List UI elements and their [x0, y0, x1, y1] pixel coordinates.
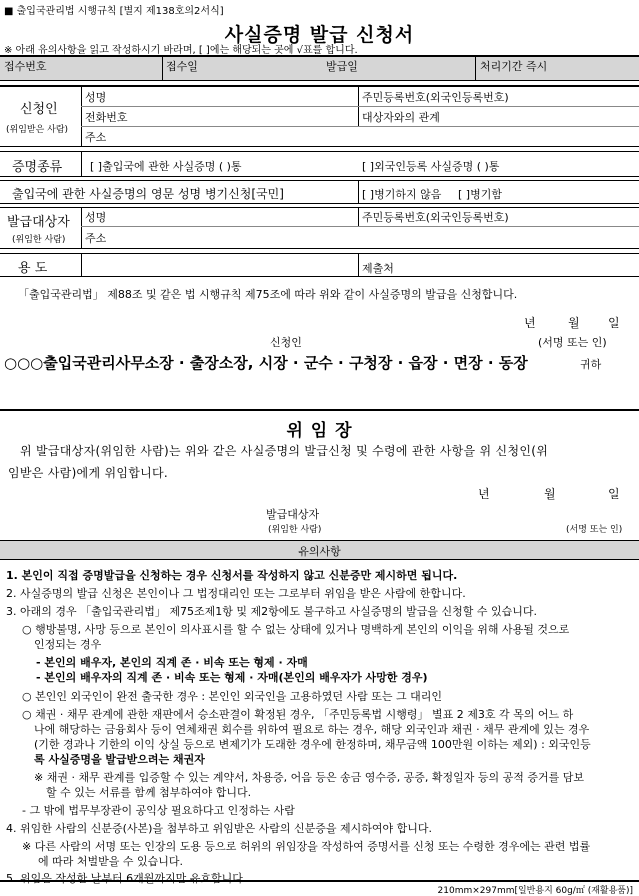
receipt-number-label: 접수번호 [4, 60, 47, 73]
submit-to-label: 제출처 [362, 262, 394, 275]
note-3-c-line-1: ○ 채권 · 채무 관계에 관한 재판에서 승소판결이 확정된 경우, 「주민등록법 시행령」 별표 2 제3호 각 목의 어느 하 [22, 708, 574, 721]
note-3: 3. 아래의 경우 「출입국관리법」 제75조제1항 및 제2항에도 불구하고 사실증명의 발급을 신청할 수 있습니다. [6, 605, 537, 618]
delegation-date-month: 월 [544, 487, 556, 501]
subject-sublabel: (위임한 사람) [12, 235, 66, 245]
note-3-a-line-2: 인정되는 경우 [34, 638, 102, 651]
subject-id-label: 주민등록번호(외국인등록번호) [362, 211, 509, 224]
delegation-signer-sub: (위임한 사람) [268, 525, 322, 535]
relation-label: 대상자와의 관계 [362, 111, 440, 124]
note-3-d-line-1: ※ 채권 · 채무 관계를 입증할 수 있는 계약서, 차용증, 어음 등은 송금 영수증, 공증, 확정일자 등의 공적 증거를 담보 [34, 771, 585, 784]
delegation-date-year: 년 [478, 487, 490, 501]
delegation-signer: 발급대상자 [266, 508, 320, 521]
applicant-sublabel: (위임받은 사람) [6, 125, 69, 135]
english-name-option-no[interactable]: [ ]병기하지 않음 [362, 188, 442, 201]
applicant-name-label: 성명 [85, 91, 107, 104]
english-name-label: 출입국에 관한 사실증명의 영문 성명 병기신청[국민] [12, 187, 284, 201]
instruction-text: ※ 아래 유의사항을 읽고 작성하시기 바라며, [ ]에는 해당되는 곳에 √표를 합니다. [4, 45, 358, 56]
cert-type-option-immigration[interactable]: [ ]출입국에 관한 사실증명 ( )통 [90, 160, 242, 173]
delegation-signature-note: (서명 또는 인) [566, 525, 623, 535]
signature-note: (서명 또는 인) [538, 336, 607, 349]
note-4-a-line-1: ※ 다른 사람의 서명 또는 인장의 도용 등으로 허위의 위임장을 작성하여 증명서를 신청 또는 수령한 경우에는 관련 법률 [22, 840, 591, 853]
delegation-text-1: 위 발급대상자(위임한 사람)는 위와 같은 사실증명의 발급신청 및 수령에 관한 사항을 위 신청인(위 [20, 444, 549, 458]
subject-address-label: 주소 [85, 232, 107, 245]
subject-name-label: 성명 [85, 211, 107, 224]
recipient-suffix: 귀하 [580, 358, 602, 371]
delegation-date-day: 일 [608, 487, 620, 501]
cert-type-option-registration[interactable]: [ ]외국인등록 사실증명 ( )통 [362, 160, 500, 173]
english-name-option-yes[interactable]: [ ]병기함 [458, 188, 502, 201]
form-reference: ■ 출입국관리법 시행규칙 [별지 제138호의2서식] [4, 6, 224, 17]
application-statement: 「출입국관리법」 제88조 및 같은 법 시행규칙 제75조에 따라 위와 같이 사실증명의 발급을 신청합니다. [18, 288, 518, 301]
receipt-date-label: 접수일 [166, 60, 198, 73]
processing-period-label: 처리기간 즉시 [480, 60, 548, 73]
note-3-a-line-1: ○ 행방불명, 사망 등으로 본인이 의사표시를 할 수 없는 상태에 있거나 명백하게 본인의 이익을 위해 사용될 것으로 [22, 623, 570, 636]
note-3-d-line-2: 할 수 있는 서류를 함께 첨부하여야 합니다. [46, 786, 252, 799]
signer-label: 신청인 [270, 336, 302, 349]
applicant-id-label: 주민등록번호(외국인등록번호) [362, 91, 509, 104]
recipient-line: ○○○출입국관리사무소장 · 출장소장, 시장 · 군수 · 구청장 · 읍장 · 면장 · 동장 [4, 354, 528, 372]
note-4-a-line-2: 에 따라 처벌받을 수 있습니다. [38, 855, 183, 868]
note-3-e: - 그 밖에 법무부장관이 공익상 필요하다고 인정하는 사람 [22, 804, 295, 817]
note-3-a-line-4: - 본인의 배우자의 직계 존 · 비속 또는 형제 · 자매(본인의 배우자가 사망한 경우) [36, 671, 428, 684]
note-3-b: ○ 본인인 외국인이 완전 출국한 경우 : 본인인 외국인을 고용하였던 사람 또는 그 대리인 [22, 690, 443, 703]
page-title: 사실증명 발급 신청서 [224, 24, 415, 46]
date-day: 일 [608, 316, 620, 330]
delegation-title: 위 임 장 [286, 421, 353, 441]
date-year: 년 [524, 316, 536, 330]
note-3-a-line-3: - 본인의 배우자, 본인의 직계 존 · 비속 또는 형제 · 자매 [36, 656, 308, 669]
notes-header: 유의사항 [298, 545, 341, 558]
note-2: 2. 사실증명의 발급 신청은 본인이나 그 법정대리인 또는 그로부터 위임을 받은 사람에 한합니다. [6, 587, 466, 600]
date-month: 월 [568, 316, 580, 330]
subject-label: 발급대상자 [7, 215, 70, 230]
note-3-c-line-4: 록 사실증명을 발급받으려는 채권자 [34, 753, 205, 766]
issue-date-label: 발급일 [326, 60, 358, 73]
cert-type-label: 증명종류 [12, 160, 63, 175]
note-3-c-line-2: 나에 해당하는 금융회사 등이 연체채권 회수를 위하여 필요로 하는 경우, 해당 외국인과 채권 · 채무 관계에 있는 경우 [34, 723, 590, 736]
paper-spec-footer: 210mm×297mm[일반용지 60g/㎡ (재활용품)] [437, 886, 633, 896]
applicant-address-label: 주소 [85, 131, 107, 144]
applicant-label: 신청인 [20, 102, 58, 117]
applicant-phone-label: 전화번호 [85, 111, 128, 124]
note-5: 5. 위임은 작성한 날부터 6개월까지만 유효합니다. [6, 872, 247, 885]
delegation-text-2: 임받은 사람)에게 위임합니다. [8, 466, 169, 480]
note-4: 4. 위임한 사람의 신분증(사본)을 첨부하고 위임받은 사람의 신분증을 제시하여야 합니다. [6, 822, 432, 835]
note-3-c-line-3: (기한 경과나 기한의 이익 상실 등으로 변제기가 도래한 경우에 한정하며, 채무금액 100만원 이하는 제외) : 외국인등 [34, 738, 591, 751]
note-1: 1. 본인이 직접 증명발급을 신청하는 경우 신청서를 작성하지 않고 신분증만 제시하면 됩니다. [6, 569, 458, 582]
purpose-label: 용 도 [18, 261, 48, 276]
